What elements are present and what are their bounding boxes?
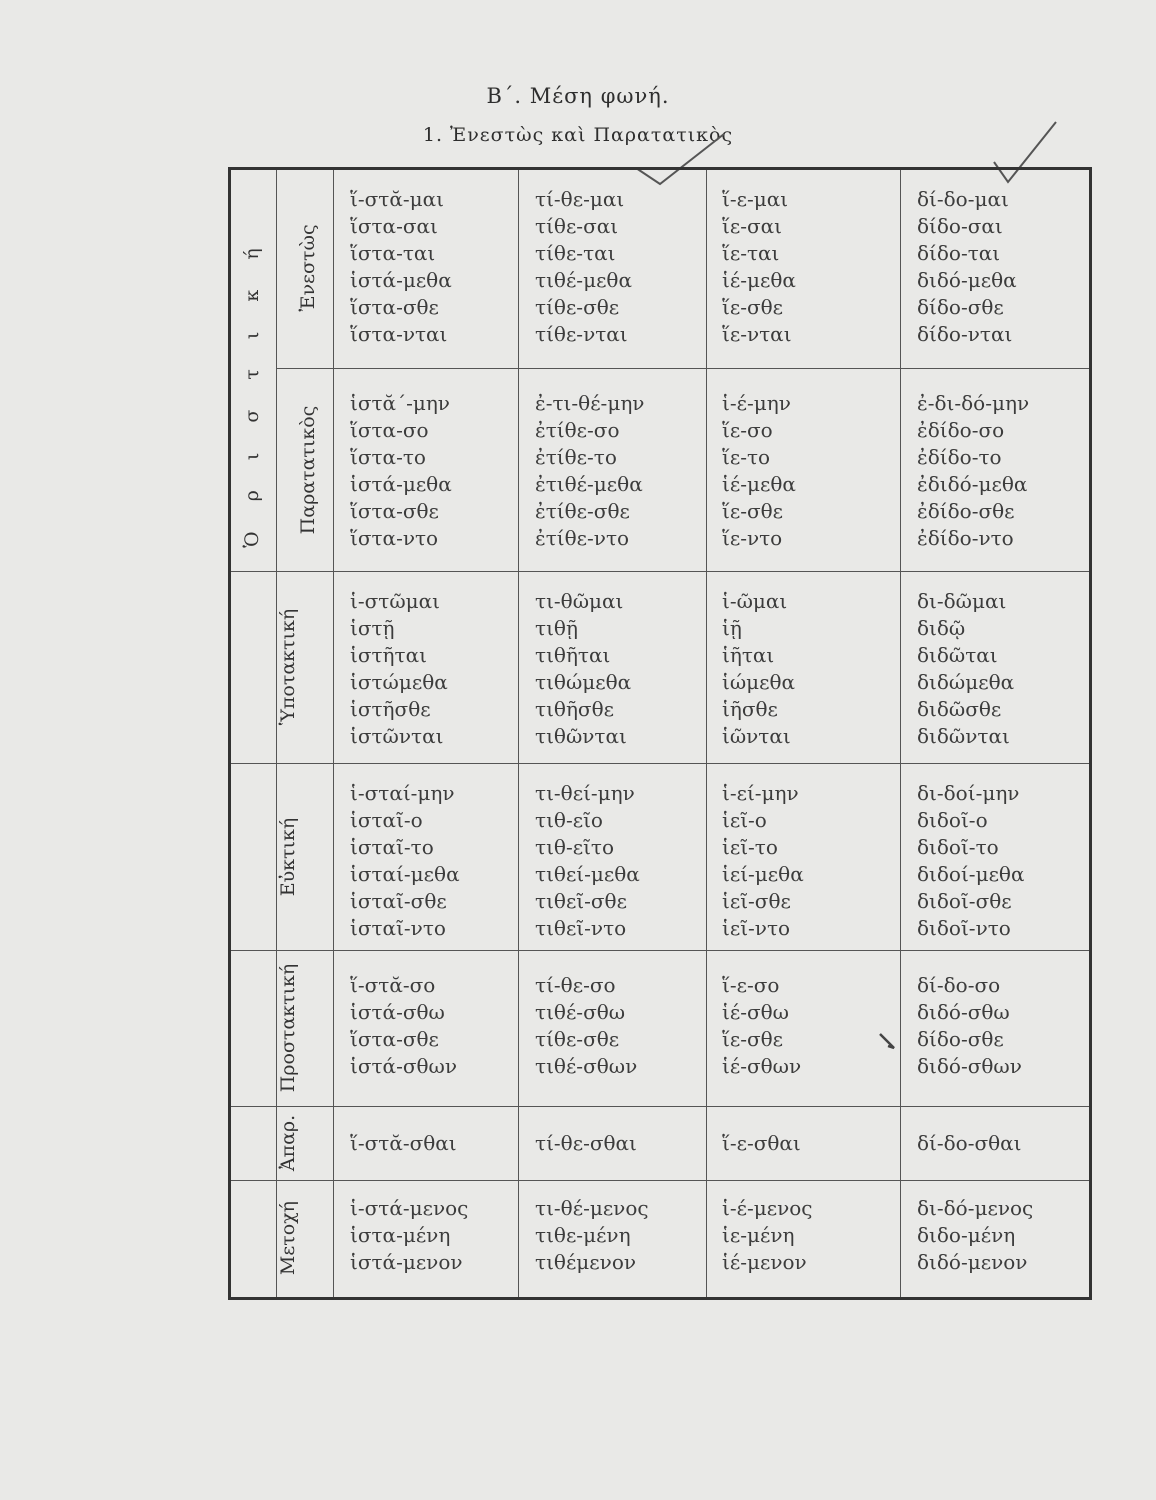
verb-form: διδοῖ-ντο	[917, 916, 1011, 940]
verb-form: ἱστᾰ΄-μην	[350, 391, 450, 415]
cell-enestos-3	[722, 186, 796, 348]
verb-form: ἐτίθε-σθε	[535, 499, 630, 523]
verb-form: τιθεῖ-ντο	[535, 916, 627, 940]
verb-form: διδώμεθα	[917, 670, 1015, 694]
verb-form: ἵε-ται	[722, 241, 780, 265]
verb-form: ἱ-έ-μενος	[722, 1196, 813, 1220]
row-divider	[231, 950, 1089, 951]
verb-form: ἱεί-μεθα	[722, 862, 804, 886]
verb-form: τιθέ-σθων	[535, 1054, 638, 1078]
mood-label-ypotaktiki: Ὑποτακτική	[277, 608, 299, 726]
verb-form: τιθώμεθα	[535, 670, 632, 694]
verb-form: ἐ-τι-θέ-μην	[535, 391, 645, 415]
verb-form: δίδο-ται	[917, 241, 1001, 265]
cell-euktiki-3	[722, 780, 804, 942]
verb-form: ἱ-σταί-μην	[350, 781, 455, 805]
verb-form: ἵστα-ντο	[350, 526, 439, 550]
verb-form: τί-θε-σθαι	[535, 1131, 637, 1155]
verb-form: τιθε-μένη	[535, 1223, 631, 1247]
verb-form: τιθῇ	[535, 616, 578, 640]
verb-form: τιθεί-μεθα	[535, 862, 640, 886]
verb-form: τίθε-νται	[535, 322, 628, 346]
verb-form: ἱώμεθα	[722, 670, 796, 694]
verb-form: ἵε-σθε	[722, 1027, 784, 1051]
verb-form: τίθε-σθε	[535, 1027, 620, 1051]
verb-form: ἱέ-μεθα	[722, 472, 796, 496]
verb-form: ἵε-το	[722, 445, 771, 469]
verb-form: διδῶσθε	[917, 697, 1002, 721]
verb-form: ἱστα-μένη	[350, 1223, 451, 1247]
verb-form: ἱῶνται	[722, 724, 791, 748]
verb-form: διδοῖ-το	[917, 835, 999, 859]
verb-form: ἱέ-μεθα	[722, 268, 796, 292]
verb-form: ἵστα-σθε	[350, 499, 439, 523]
verb-form: διδοί-μεθα	[917, 862, 1025, 886]
verb-form: διδῷ	[917, 616, 966, 640]
verb-form: δί-δο-σο	[917, 973, 1001, 997]
row-divider	[231, 571, 1089, 572]
verb-form: ἵε-σθε	[722, 295, 784, 319]
cell-prostaktiki-2	[535, 972, 637, 1080]
verb-form: ἵστα-ται	[350, 241, 436, 265]
verb-form: ἱστῆσθε	[350, 697, 431, 721]
verb-form: ἵστα-σο	[350, 418, 429, 442]
cell-aparemfato-3	[722, 1130, 801, 1157]
verb-form: ἵ-στᾰ-μαι	[350, 187, 444, 211]
verb-form: τίθε-σαι	[535, 214, 619, 238]
verb-form: ἱστά-σθω	[350, 1000, 445, 1024]
verb-form: ἵ-στᾰ-σθαι	[350, 1131, 457, 1155]
verb-form: ἐδίδο-σο	[917, 418, 1005, 442]
cell-aparemfato-2	[535, 1130, 637, 1157]
cell-paratatikos-2	[535, 390, 644, 552]
verb-form: διδῶνται	[917, 724, 1010, 748]
verb-form: τιθ-εῖο	[535, 808, 603, 832]
verb-form: τι-θέ-μενος	[535, 1196, 649, 1220]
verb-form: ἵε-σο	[722, 418, 773, 442]
verb-form: ἱ-έ-μην	[722, 391, 791, 415]
cell-metochi-4	[917, 1195, 1033, 1276]
cell-paratatikos-1	[350, 390, 452, 552]
verb-form: ἱεῖ-το	[722, 835, 778, 859]
verb-form: ἱῇ	[722, 616, 742, 640]
verb-form: ἱσταῖ-σθε	[350, 889, 447, 913]
verb-form: ἱέ-σθω	[722, 1000, 789, 1024]
verb-form: ἱεῖ-ντο	[722, 916, 791, 940]
verb-form: ἱσταῖ-το	[350, 835, 434, 859]
verb-form: ἱστῶνται	[350, 724, 444, 748]
cell-ypotaktiki-4	[917, 588, 1014, 750]
verb-form: τί-θε-μαι	[535, 187, 625, 211]
verb-form: τι-θεί-μην	[535, 781, 635, 805]
verb-form: διδῶται	[917, 643, 998, 667]
verb-form: ἐδίδο-το	[917, 445, 1002, 469]
verb-form: ἱ-στά-μενος	[350, 1196, 469, 1220]
verb-form: ἱε-μένη	[722, 1223, 795, 1247]
tense-label-paratatikos: Παρατατικὸς	[297, 405, 319, 535]
verb-form: ἵστα-νται	[350, 322, 448, 346]
verb-form: τιθέ-σθω	[535, 1000, 626, 1024]
verb-form: τιθῆται	[535, 643, 611, 667]
row-divider	[231, 763, 1089, 764]
verb-form: ἵ-ε-σθαι	[722, 1131, 801, 1155]
verb-form: δίδο-νται	[917, 322, 1013, 346]
verb-form: τιθῆσθε	[535, 697, 614, 721]
verb-form: ἱστῇ	[350, 616, 395, 640]
verb-form: ἱσταί-μεθα	[350, 862, 460, 886]
verb-form: ἵε-σθε	[722, 499, 784, 523]
cell-ypotaktiki-2	[535, 588, 631, 750]
column-divider	[518, 170, 519, 1297]
verb-form: ἱσταῖ-ντο	[350, 916, 446, 940]
verb-form: δί-δο-μαι	[917, 187, 1009, 211]
mood-label-prostaktiki: Προστακτική	[277, 963, 299, 1093]
cell-metochi-2	[535, 1195, 649, 1276]
verb-form: ἵε-ντο	[722, 526, 783, 550]
verb-form: ἐτίθε-το	[535, 445, 617, 469]
page-title: Β΄. Μέση φωνή.	[486, 84, 670, 108]
mood-label-aparemfato: Ἀπαρ.	[277, 1114, 299, 1172]
cell-ypotaktiki-1	[350, 588, 448, 750]
verb-form: τιθέ-μεθα	[535, 268, 632, 292]
verb-form: δί-δο-σθαι	[917, 1131, 1022, 1155]
verb-form: τίθε-σθε	[535, 295, 620, 319]
mood-label-oristiki: Ὁ ρ ι σ τ ι κ ή	[241, 236, 263, 548]
verb-form: ἱ-ῶμαι	[722, 589, 788, 613]
verb-form: ἵστα-το	[350, 445, 426, 469]
page-subtitle: 1. Ἐνεστὼς καὶ Παρατατικὸς	[422, 124, 734, 146]
cell-enestos-1	[350, 186, 452, 348]
cell-prostaktiki-3	[722, 972, 801, 1080]
cell-euktiki-1	[350, 780, 460, 942]
verb-form: ἵ-ε-σο	[722, 973, 780, 997]
verb-form: τιθεῖ-σθε	[535, 889, 627, 913]
verb-form: ἵ-ε-μαι	[722, 187, 789, 211]
verb-form: ἵ-στᾰ-σο	[350, 973, 436, 997]
verb-form: ἐδίδο-ντο	[917, 526, 1014, 550]
verb-form: ἐδίδο-σθε	[917, 499, 1015, 523]
row-divider	[277, 368, 1089, 369]
column-divider	[900, 170, 901, 1297]
cell-aparemfato-1	[350, 1130, 457, 1157]
column-divider	[706, 170, 707, 1297]
verb-form: τίθε-ται	[535, 241, 616, 265]
verb-form: δι-δό-μενος	[917, 1196, 1034, 1220]
verb-form: ἐτίθε-σο	[535, 418, 620, 442]
verb-form: τί-θε-σο	[535, 973, 616, 997]
verb-form: ἱ-εί-μην	[722, 781, 799, 805]
verb-form: ἵστα-σθε	[350, 295, 439, 319]
verb-form: ἐδιδό-μεθα	[917, 472, 1028, 496]
verb-form: ἵε-σαι	[722, 214, 782, 238]
verb-form: ἱέ-μενον	[722, 1250, 807, 1274]
cell-prostaktiki-4	[917, 972, 1022, 1080]
cell-prostaktiki-1	[350, 972, 457, 1080]
verb-form: ἱστώμεθα	[350, 670, 448, 694]
column-divider	[333, 170, 334, 1297]
verb-form: τιθῶνται	[535, 724, 627, 748]
cell-euktiki-4	[917, 780, 1024, 942]
cell-metochi-1	[350, 1195, 468, 1276]
mood-label-euktiki: Εὐκτική	[277, 817, 299, 897]
verb-form: διδό-σθω	[917, 1000, 1010, 1024]
verb-form: ἱεῖ-ο	[722, 808, 767, 832]
verb-form: ἱστά-μενον	[350, 1250, 463, 1274]
verb-form: τι-θῶμαι	[535, 589, 624, 613]
verb-form: ἱστά-μεθα	[350, 268, 452, 292]
row-divider	[231, 1106, 1089, 1107]
verb-form: τιθέμενον	[535, 1250, 637, 1274]
verb-form: δι-δῶμαι	[917, 589, 1007, 613]
verb-form: ἱῆσθε	[722, 697, 778, 721]
verb-form: ἵε-νται	[722, 322, 792, 346]
verb-form: διδο-μένη	[917, 1223, 1016, 1247]
verb-form: δι-δοί-μην	[917, 781, 1020, 805]
verb-form: τιθ-εῖτο	[535, 835, 615, 859]
verb-form: διδοῖ-ο	[917, 808, 988, 832]
verb-form: ἱῆται	[722, 643, 775, 667]
cell-enestos-4	[917, 186, 1017, 348]
verb-form: ἐ-δι-δό-μην	[917, 391, 1030, 415]
row-divider	[231, 1180, 1089, 1181]
verb-form: ἵστα-σαι	[350, 214, 438, 238]
verb-form: ἱ-στῶμαι	[350, 589, 440, 613]
cell-metochi-3	[722, 1195, 812, 1276]
verb-form: ἱέ-σθων	[722, 1054, 802, 1078]
tense-label-enestos: Ἐνεστὼς	[297, 224, 319, 312]
cell-paratatikos-4	[917, 390, 1029, 552]
cell-aparemfato-4	[917, 1130, 1022, 1157]
verb-form: ἵστα-σθε	[350, 1027, 439, 1051]
verb-form: ἱστῆται	[350, 643, 427, 667]
verb-form: διδό-σθων	[917, 1054, 1022, 1078]
verb-form: διδοῖ-σθε	[917, 889, 1012, 913]
verb-form: ἱστά-μεθα	[350, 472, 452, 496]
verb-form: ἐτιθέ-μεθα	[535, 472, 643, 496]
mood-label-metochi: Μετοχή	[277, 1200, 299, 1276]
verb-form: ἱσταῖ-ο	[350, 808, 423, 832]
verb-form: διδό-μεθα	[917, 268, 1017, 292]
verb-form: δίδο-σαι	[917, 214, 1003, 238]
verb-form: διδό-μενον	[917, 1250, 1028, 1274]
verb-form: ἐτίθε-ντο	[535, 526, 630, 550]
cell-paratatikos-3	[722, 390, 796, 552]
verb-form: ἱεῖ-σθε	[722, 889, 791, 913]
cell-enestos-2	[535, 186, 632, 348]
verb-form: ἱστά-σθων	[350, 1054, 457, 1078]
verb-form: δίδο-σθε	[917, 1027, 1004, 1051]
cell-ypotaktiki-3	[722, 588, 795, 750]
verb-form: δίδο-σθε	[917, 295, 1004, 319]
cell-euktiki-2	[535, 780, 640, 942]
